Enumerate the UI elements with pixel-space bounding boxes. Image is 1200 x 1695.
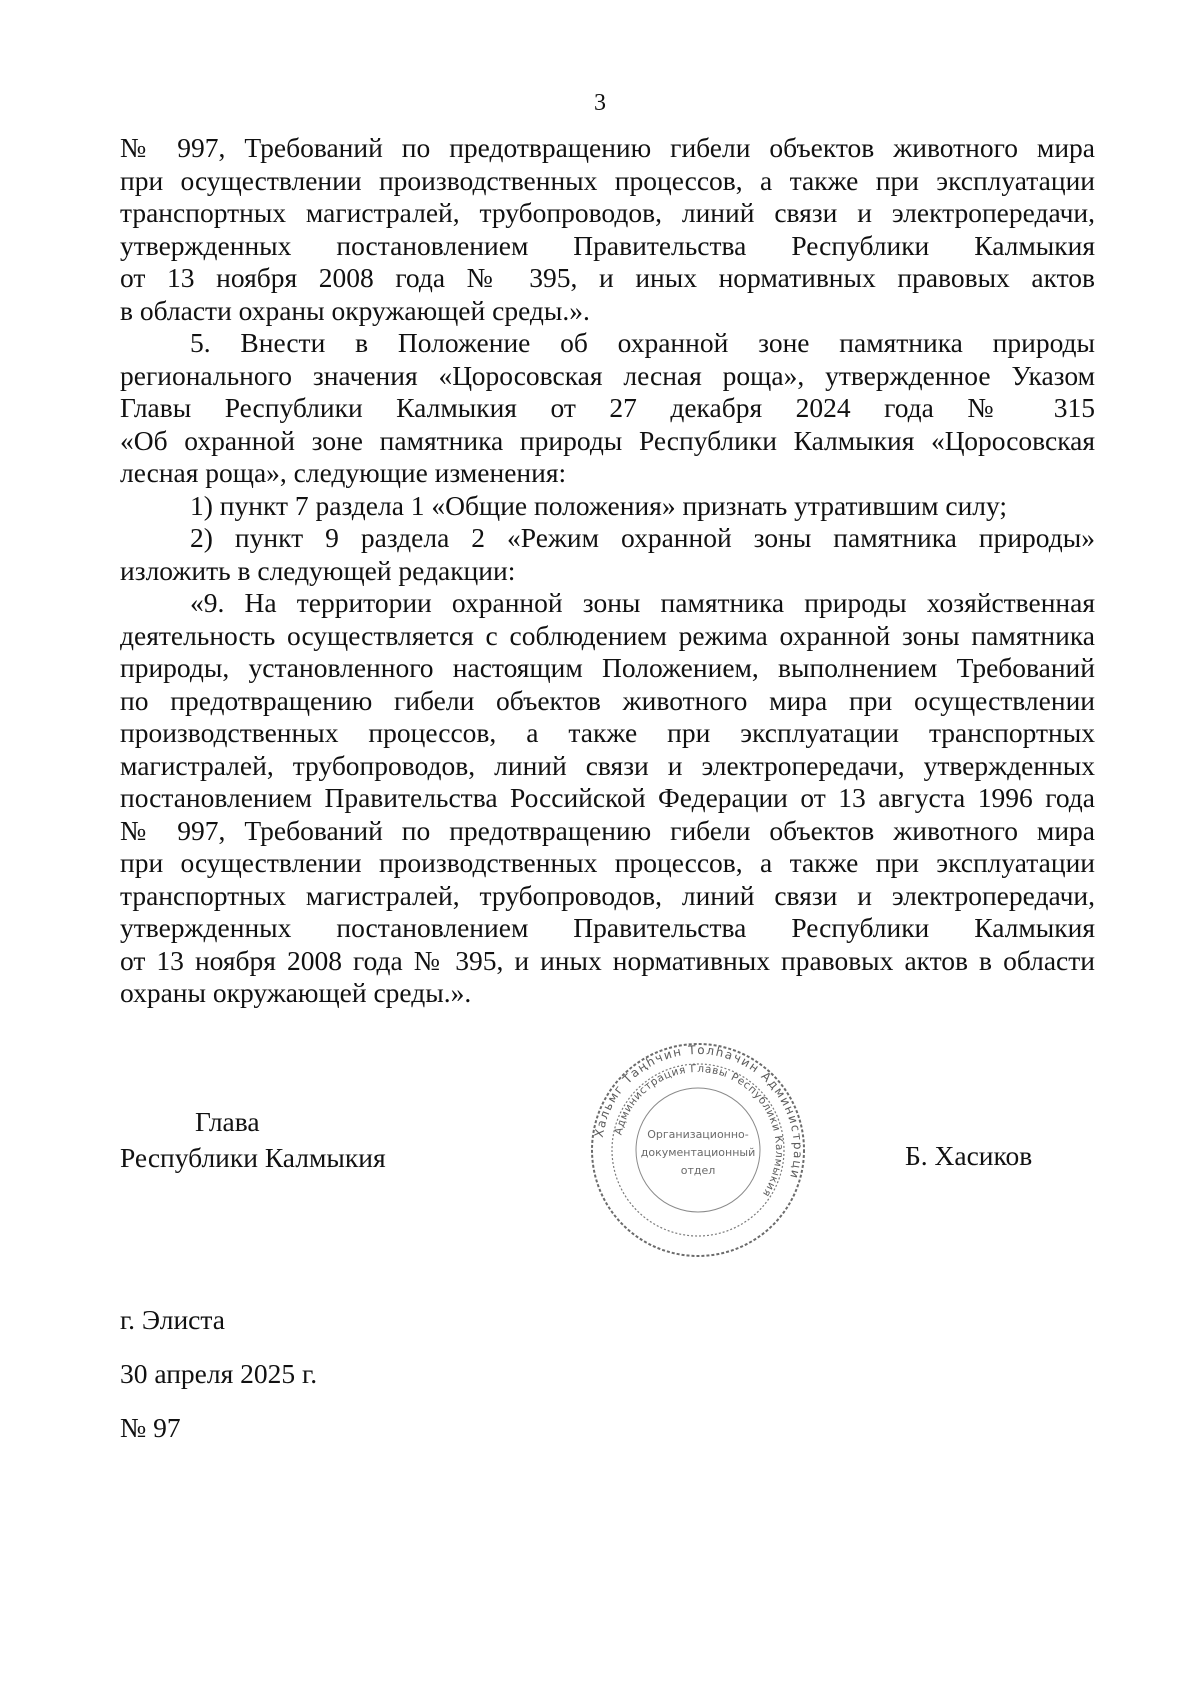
- seal-outer-ring-text: Хальмг Таңһчин Толһачин Администраци: [591, 1042, 806, 1182]
- text-line: № 997, Требований по предотвращению гибели объектов животного мира: [120, 814, 1095, 846]
- text-line: при осуществлении производственных процессов, а также при эксплуатации: [120, 164, 1095, 196]
- seal-center-line3: отдел: [680, 1164, 716, 1177]
- text-line: постановлением Правительства Российской Федерации от 13 августа 1996 года: [120, 782, 1095, 813]
- document-date: 30 апреля 2025 г.: [120, 1358, 318, 1389]
- text-line: «9. На территории охранной зоны памятника природы хозяйственная: [190, 587, 1095, 618]
- text-line: от 13 ноября 2008 года № 395, и иных нормативных правовых актов: [120, 262, 1095, 293]
- document-body: [120, 132, 1095, 1010]
- text-line: 1) пункт 7 раздела 1 «Общие положения» признать утратившим силу;: [190, 489, 1008, 521]
- seal-center-line1: Организационно-: [647, 1128, 749, 1141]
- text-line: 5. Внести в Положение об охранной зоне памятника природы: [190, 327, 1095, 358]
- seal-inner-ring-text: Администрация Главы Республики Калмыкия: [612, 1062, 786, 1200]
- official-seal: [588, 1040, 808, 1260]
- text-line: регионального значения «Цоросовская лесная роща», утвержденное Указом: [120, 359, 1095, 391]
- text-line: № 997, Требований по предотвращению гибели объектов животного мира: [120, 132, 1095, 163]
- text-line: лесная роща», следующие изменения:: [120, 457, 567, 488]
- text-line: при осуществлении производственных процессов, а также при эксплуатации: [120, 847, 1095, 878]
- text-line: транспортных магистралей, трубопроводов, линий связи и электропередачи,: [120, 879, 1095, 911]
- text-line: 2) пункт 9 раздела 2 «Режим охранной зоны памятника природы»: [190, 522, 1095, 553]
- text-line: от 13 ноября 2008 года № 395, и иных нормативных правовых актов в области: [120, 944, 1095, 976]
- signatory-name: Б. Хасиков: [905, 1140, 1033, 1171]
- signatory-title-line1: Глава: [195, 1106, 260, 1137]
- text-line: утвержденных постановлением Правительства Республики Калмыкия: [120, 912, 1095, 943]
- text-line: по предотвращению гибели объектов животного мира при осуществлении: [120, 684, 1095, 716]
- text-line: Главы Республики Калмыкия от 27 декабря 2024 года № 315: [120, 392, 1095, 423]
- text-line: охраны окружающей среды.».: [120, 977, 472, 1008]
- text-line: в области охраны окружающей среды.».: [120, 294, 590, 326]
- text-line: изложить в следующей редакции:: [120, 554, 516, 586]
- signatory-title-line2: Республики Калмыкия: [120, 1142, 386, 1173]
- text-line: магистралей, трубопроводов, линий связи и электропередачи, утвержденных: [120, 749, 1095, 781]
- text-line: производственных процессов, а также при эксплуатации транспортных: [120, 717, 1095, 748]
- page-number: 3: [594, 90, 606, 116]
- seal-center-line2: документационный: [640, 1146, 756, 1159]
- text-line: транспортных магистралей, трубопроводов, линий связи и электропередачи,: [120, 197, 1095, 228]
- signatory-title: [120, 1104, 386, 1176]
- text-line: утвержденных постановлением Правительства Республики Калмыкия: [120, 229, 1095, 261]
- text-line: природы, установленного настоящим Положением, выполнением Требований: [120, 652, 1095, 683]
- text-line: деятельность осуществляется с соблюдением режима охранной зоны памятника: [120, 619, 1095, 651]
- place-of-signing: г. Элиста: [120, 1304, 225, 1335]
- document-number: № 97: [120, 1412, 181, 1443]
- text-line: «Об охранной зоне памятника природы Республики Калмыкия «Цоросовская: [120, 424, 1095, 456]
